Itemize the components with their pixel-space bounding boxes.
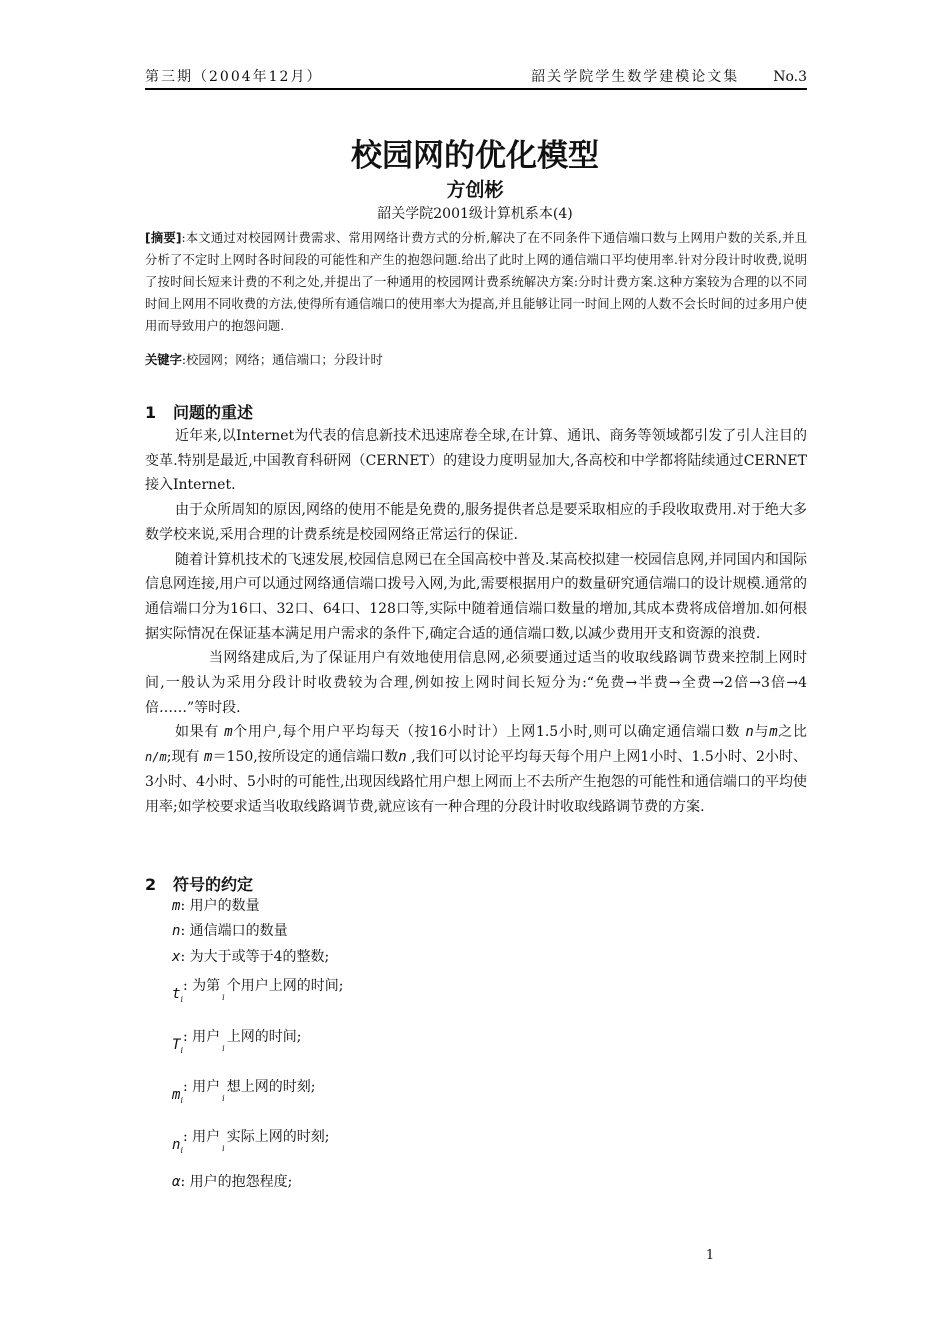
p5-text-g: ,我们可以讨论平均每天每个用户上网1小时、1.5小时、2小时、3小时、4小时、5小时的可能性,出现因线路忙用户想上网而上不去所产生抱怨的可能性和通信端口的平均使用率;如学校要求适当收取线路调节费,就应该有一种合理的分段计时收取线路调节费的方案. <box>145 749 808 815</box>
symbol-var: m <box>172 1087 181 1103</box>
symbol-item <box>172 1126 329 1155</box>
symbol-item <box>172 975 343 1004</box>
symbol-sub: i <box>180 1146 183 1155</box>
keywords-label: 关键字 <box>145 353 182 367</box>
symbol-index: i <box>222 1144 225 1153</box>
symbol-desc: 实际上网的时刻; <box>226 1129 330 1145</box>
section-1-heading <box>145 400 253 423</box>
p5-text-f: ＝150,按所设定的通信端口数 <box>212 749 399 766</box>
paragraph-5 <box>145 720 807 819</box>
symbol-desc: : 通信端口的数量 <box>180 923 288 939</box>
header-issue: 第三期（2004年12月） <box>145 69 323 85</box>
symbol-item <box>172 1076 315 1105</box>
header-rule <box>145 88 807 90</box>
symbol-item <box>172 946 329 966</box>
symbol-desc: : 用户 <box>183 1129 221 1145</box>
abstract-label: [摘要] <box>145 231 182 245</box>
symbol-var: m <box>172 898 181 914</box>
header-number: No.3 <box>773 69 807 85</box>
paragraph-2: 由于众所周知的原因,网络的使用不能是免费的,服务提供者总是要采取相应的手段收取费用.对于绝大多数学校来说,采用合理的计费系统是校园网络正常运行的保证. <box>145 502 807 543</box>
p5-var-n: n <box>745 724 754 741</box>
paper-affiliation: 韶关学院2001级计算机系本(4) <box>377 206 573 222</box>
p5-ratio: n/m <box>145 750 167 765</box>
symbol-index: i <box>222 993 225 1002</box>
p5-var-m2: m <box>769 724 778 741</box>
symbol-desc: 上网的时间; <box>226 1029 302 1045</box>
symbol-item <box>172 1171 292 1191</box>
symbol-var: n <box>172 923 181 939</box>
symbol-desc: 个用户上网的时间; <box>226 978 344 994</box>
keywords-text: :校园网；网络；通信端口；分段计时 <box>181 353 383 367</box>
symbol-desc: : 用户的数量 <box>180 898 260 914</box>
page-number: 1 <box>705 1248 715 1263</box>
p5-text-a: 如果有 <box>175 724 225 741</box>
paper-title: 校园网的优化模型 <box>351 138 599 174</box>
symbol-item <box>172 895 260 915</box>
paragraph-1: 近年来,以Internet为代表的信息新技术迅速席卷全球,在计算、通讯、商务等领域都引发了引人注目的变革.特别是最近,中国教育科研网（CERNET）的建设力度明显加大,各高校和中学都将陆续通过CERNET接入Internet. <box>145 428 807 494</box>
symbol-sub: i <box>180 1046 183 1055</box>
symbol-desc: : 为大于或等于4的整数; <box>180 949 330 965</box>
symbol-item <box>172 1026 301 1055</box>
p5-text-b: 个用户,每个用户平均每天（按16小时计）上网1.5小时,则可以确定通信端口数 <box>232 724 746 741</box>
symbol-var: x <box>172 949 181 965</box>
p5-var-n2: n <box>398 749 407 766</box>
p5-text-d: 之比 <box>777 724 807 741</box>
paragraph-3: 随着计算机技术的飞速发展,校园信息网已在全国高校中普及.某高校拟建一校园信息网,并同国内和国际信息网连接,用户可以通过网络通信端口拨号入网,为此,需要根据用户的数量研究通信端口的设计规模.通常的通信端口分为16口、32口、64口、128口等,实际中随着通信端口数量的增加,其成本费将成倍增加.如何根据实际情况在保证基本满足用户需求的条件下,确定合适的通信端口数,以减少费用开支和资源的浪费. <box>145 551 807 642</box>
running-header <box>145 66 807 90</box>
paragraph-4: 当网络建成后,为了保证用户有效地使用信息网,必须要通过适当的收取线路调节费来控制上网时间,一般认为采用分段计时收费较为合理,例如按上网时间长短分为:“免费→半费→全费→2倍→3倍→4倍……”等时段. <box>145 650 807 716</box>
symbol-index: i <box>222 1094 225 1103</box>
section-2-number: 2 <box>145 875 157 894</box>
keywords <box>145 350 807 370</box>
section-1-body <box>145 424 807 819</box>
abstract <box>145 227 807 337</box>
symbol-desc: : 用户 <box>183 1029 221 1045</box>
symbol-var: α <box>172 1174 181 1190</box>
symbol-var: T <box>172 1037 181 1053</box>
header-journal: 韶关学院学生数学建模论文集 <box>531 69 740 85</box>
p5-text-c: 与 <box>753 724 770 741</box>
section-1-title: 问题的重述 <box>173 403 254 422</box>
symbol-desc: : 用户 <box>183 1079 221 1095</box>
symbol-desc: 想上网的时刻; <box>226 1079 316 1095</box>
p5-var-m: m <box>224 724 233 741</box>
section-1-number: 1 <box>145 403 157 422</box>
symbol-desc: : 用户的抱怨程度; <box>180 1174 293 1190</box>
symbol-index: i <box>222 1044 225 1053</box>
section-2-title: 符号的约定 <box>173 875 254 894</box>
p5-var-m3: m <box>204 749 213 766</box>
symbol-var: n <box>172 1137 181 1153</box>
symbol-desc: : 为第 <box>183 978 221 994</box>
symbol-sub: i <box>180 1096 183 1105</box>
abstract-text: :本文通过对校园网计费需求、常用网络计费方式的分析,解决了在不同条件下通信端口数与上网用户数的关系,并且分析了不定时上网时各时间段的可能性和产生的抱怨问题.给出了此时上网的通信端口平均使用率.针对分段计时收费,说明了按时间长短来计费的不利之处,并提出了一种通用的校园网计费系统解决方案:分时计费方案.这种方案较为合理的以不同时间上网用不同收费的方法,使得所有通信端口的使用率大为提高,并且能够让同一时间上网的人数不会长时间的过多用户使用而导致用户的抱怨问题. <box>145 231 807 333</box>
symbol-var: t <box>172 986 181 1002</box>
symbol-sub: i <box>180 995 183 1004</box>
p5-text-e: ;现有 <box>166 749 205 766</box>
header-journal-block <box>531 66 807 86</box>
paper-author: 方创彬 <box>446 179 504 201</box>
symbol-item <box>172 920 288 940</box>
section-2-heading <box>145 872 253 895</box>
